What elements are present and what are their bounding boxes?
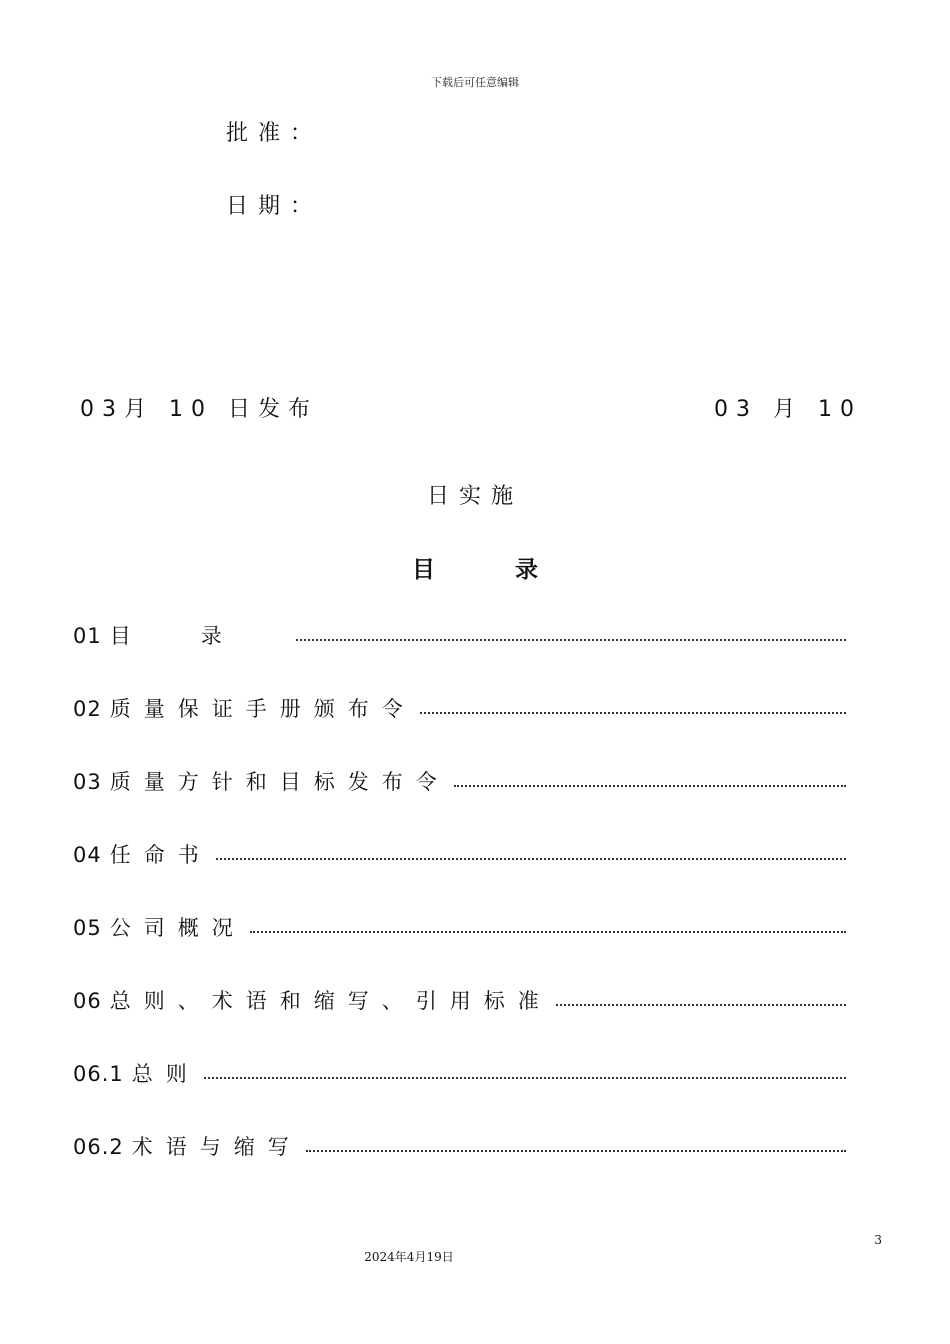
toc-entry-title: 任命书 — [109, 843, 212, 867]
toc-entry-number: 06.2 — [73, 1135, 124, 1159]
toc-entry-title: 总则、术语和缩写、引用标准 — [109, 989, 552, 1013]
toc-dot-leader — [306, 1150, 846, 1152]
toc-entry-title: 术语与缩写 — [131, 1135, 302, 1159]
date-label: 日期： — [226, 194, 323, 219]
approve-label: 批准： — [226, 121, 323, 146]
toc-entry-title: 质量保证手册颁布令 — [109, 697, 416, 721]
toc-entry-number: 04 — [73, 843, 102, 867]
toc-dot-leader — [420, 712, 846, 714]
toc-entry-title: 质量方针和目标发布令 — [109, 770, 450, 794]
footer-date: 2024年4月19日 — [364, 1250, 454, 1264]
toc-dot-leader — [556, 1004, 846, 1006]
toc-entry-title: 总则 — [131, 1062, 200, 1086]
toc-entry[interactable] — [73, 1058, 846, 1131]
toc-entry[interactable] — [73, 693, 846, 766]
toc-entry-number: 05 — [73, 916, 102, 940]
toc-entry-number: 02 — [73, 697, 102, 721]
toc-dot-leader — [296, 639, 846, 641]
toc-dot-leader — [216, 858, 846, 860]
toc-dot-leader — [250, 931, 846, 933]
toc-entry[interactable] — [73, 912, 846, 985]
page-number: 3 — [874, 1233, 882, 1247]
toc-entry[interactable] — [73, 839, 846, 912]
table-of-contents — [73, 620, 846, 1204]
toc-entry[interactable] — [73, 985, 846, 1058]
toc-entry-number: 01 — [73, 624, 102, 648]
header-note: 下载后可任意编辑 — [431, 76, 519, 89]
toc-entry-title: 目录 — [109, 624, 292, 648]
toc-entry[interactable] — [73, 766, 846, 839]
toc-entry-number: 06 — [73, 989, 102, 1013]
implementation-label: 日实施 — [426, 484, 523, 509]
toc-entry[interactable] — [73, 620, 846, 693]
toc-entry[interactable] — [73, 1131, 846, 1204]
toc-entry-number: 06.1 — [73, 1062, 124, 1086]
toc-dot-leader — [454, 785, 846, 787]
toc-dot-leader — [204, 1077, 846, 1079]
toc-entry-number: 03 — [73, 770, 102, 794]
release-date: 03月 10 日发布 — [80, 397, 318, 422]
toc-entry-title: 公司概况 — [109, 916, 246, 940]
implementation-date: 03 月 10 — [714, 397, 862, 422]
toc-title: 目录 — [412, 557, 618, 583]
